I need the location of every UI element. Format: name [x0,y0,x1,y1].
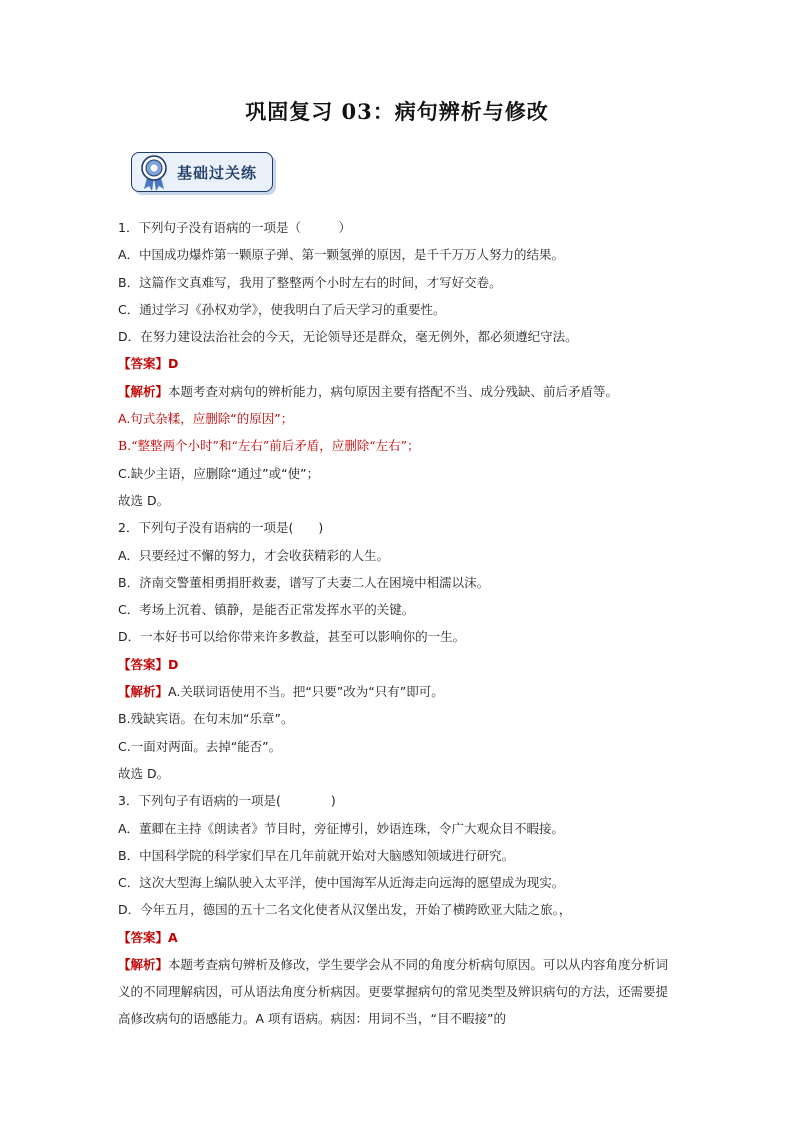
q2-stem: 2．下列句子没有语病的一项是( ) [118,520,324,536]
q3-option-c: C．这次大型海上编队驶入太平洋，使中国海军从近海走向远海的愿望成为现实。 [118,875,565,891]
q1-answer-tag: 【答案】 [118,356,169,372]
q1-option-d: D．在努力建设法治社会的今天，无论领导还是群众，毫无例外，都必须遵纪守法。 [118,329,578,345]
q1-option-b: B．这篇作文真难写，我用了整整两个小时左右的时间，才写好交卷。 [118,274,502,290]
q3-analysis-line [118,951,678,1032]
q1-analysis-line [118,378,678,405]
q3-answer-tag: 【答案】 [118,929,169,945]
section-label: 基础过关练 [177,164,258,182]
q1-option-a: A．中国成功爆炸第一颗原子弹、第一颗氢弹的原因，是千千万万人努力的结果。 [118,247,565,263]
q1-answer-value: D [168,356,179,372]
q1-point-a: A.句式杂糅，应删除“的原因”； [118,411,294,427]
q1-point-c: C.缺少主语，应删除“通过”或“使”； [118,465,320,481]
q3-answer-line [118,924,678,951]
q3-answer-value: A [168,929,178,945]
q1-analysis-tag: 【解析】 [118,383,169,399]
q1-answer-line [118,350,678,377]
q1-conclusion: 故选 D。 [118,492,170,508]
q2-option-a: A．只要经过不懈的努力，才会收获精彩的人生。 [118,547,390,563]
q2-point-c: C.一面对两面。去掉“能否”。 [118,738,282,754]
q3-analysis-text: 本题考查病句辨析及修改，学生要学会从不同的角度分析病句原因。可以从内容角度分析词义的不同理解病因，可从语法角度分析病因。更要掌握病句的常见类型及辨识病句的方法，还需要提高修改病句的语感能力。A 项有语病。病因：用词不当，“目不暇接”的 [118,957,669,1027]
q2-option-d: D．一本好书可以给你带来许多教益，甚至可以影响你的一生。 [118,629,466,645]
q1-stem: 1．下列句子没有语病的一项是（ ） [118,220,351,235]
q2-analysis-tag: 【解析】 [118,684,169,700]
q2-option-c: C．考场上沉着、镇静，是能否正常发挥水平的关键。 [118,602,415,618]
q1-analysis-text: 本题考查对病句的辨析能力，病句原因主要有搭配不当、成分残缺、前后矛盾等。 [168,383,619,399]
q2-analysis-line [118,678,678,705]
q2-analysis-text: A.关联词语使用不当。把“只要”改为“只有”即可。 [168,684,444,700]
section-banner [127,148,275,196]
medal-icon [139,154,169,192]
q1-option-c: C．通过学习《孙权劝学》，使我明白了后天学习的重要性。 [118,301,446,317]
q2-option-b: B．济南交警董相勇捐肝救妻，谱写了夫妻二人在困境中相濡以沫。 [118,574,490,590]
q2-conclusion: 故选 D。 [118,765,170,781]
q2-point-b: B.残缺宾语。在句末加“乐章”。 [118,711,294,727]
q3-option-d: D．今年五月，德国的五十二名文化使者从汉堡出发，开始了横跨欧亚大陆之旅。， [118,902,572,918]
q2-answer-value: D [168,656,179,672]
q3-option-a: A．董卿在主持《朗读者》节目时，旁征博引，妙语连珠，令广大观众目不暇接。 [118,820,565,836]
q2-answer-tag: 【答案】 [118,656,169,672]
q3-option-b: B．中国科学院的科学家们早在几年前就开始对大脑感知领域进行研究。 [118,847,515,863]
question-content [118,214,678,1032]
q1-point-b: B.“整整两个小时”和“左右”前后矛盾，应删除“左右”； [118,438,420,454]
page-title: 巩固复习 03：病句辨析与修改 [245,99,549,124]
q3-stem: 3．下列句子有语病的一项是( ) [118,793,336,809]
q2-answer-line [118,651,678,678]
q3-analysis-tag: 【解析】 [118,957,169,973]
